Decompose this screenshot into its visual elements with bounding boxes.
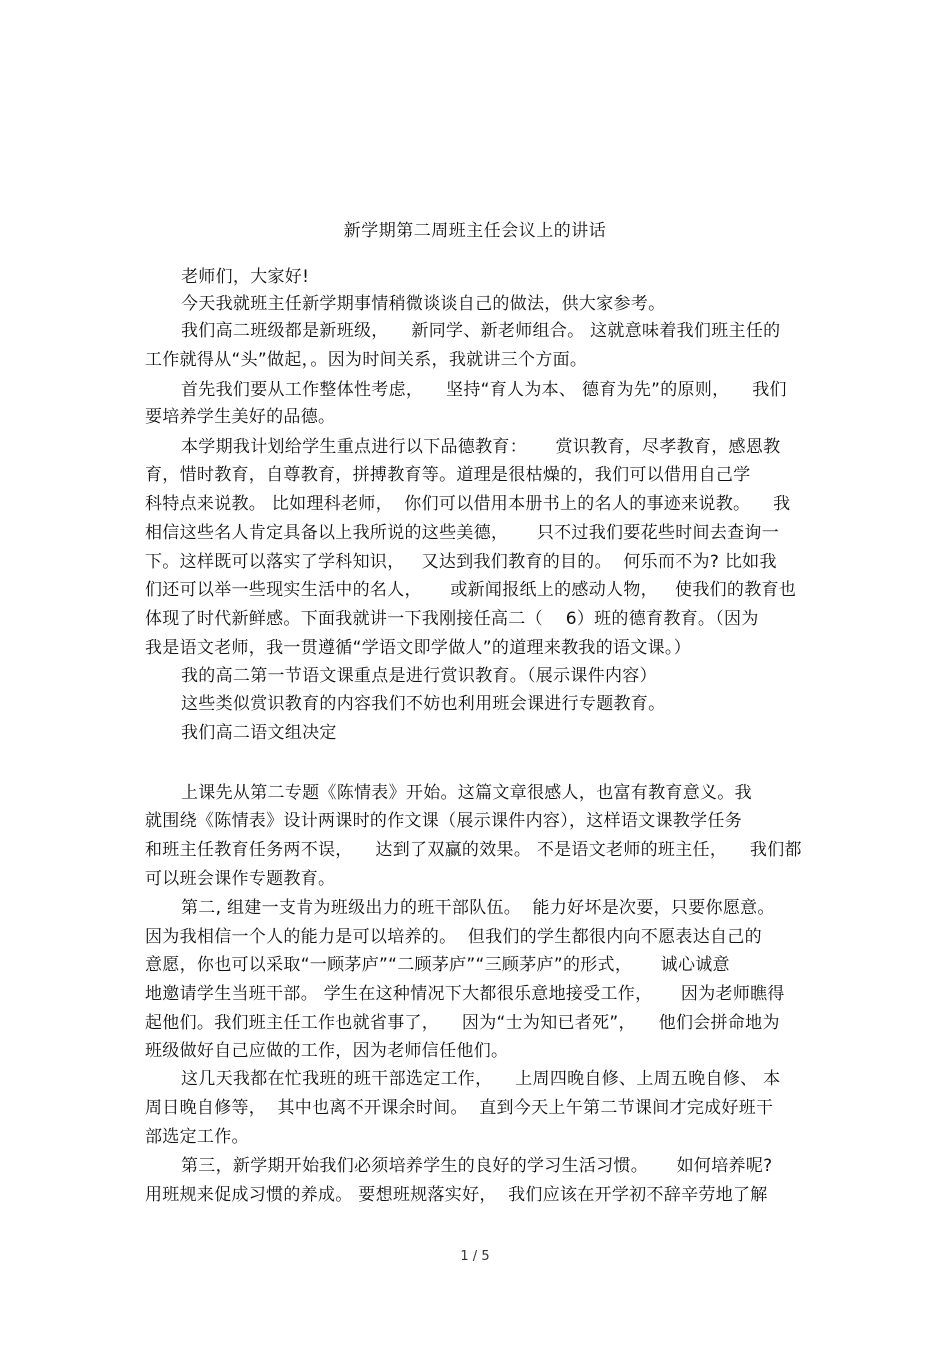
paragraph-line: 这些类似赏识教育的内容我们不妨也利用班会课进行专题教育。 <box>181 694 666 714</box>
paragraph-line: 因为我相信一个人的能力是可以培养的。 但我们的学生都很内向不愿表达自己的 <box>145 927 762 947</box>
paragraph-line: 科特点来说教。 比如理科老师， 你们可以借用本册书上的名人的事迹来说教。 我 <box>145 494 791 514</box>
paragraph-line: 相信这些名人肯定具备以上我所说的这些美德， 只不过我们要花些时间去查询一 <box>145 523 780 543</box>
paragraph-line: 我们高二语文组决定 <box>181 723 337 743</box>
document-title: 新学期第二周班主任会议上的讲话 <box>343 221 607 241</box>
paragraph-line: 这几天我都在忙我班的班干部选定工作， 上周四晚自修、上周五晚自修、 本 <box>181 1069 781 1089</box>
paragraph-line: 体现了时代新鲜感。下面我就讲一下我刚接任高二（ 6）班的德育教育。（因为 <box>145 609 759 629</box>
paragraph-line: 起他们。我们班主任工作也就省事了， 因为“士为知已者死”， 他们会拼命地为 <box>145 1013 780 1033</box>
paragraph-line: 下。这样既可以落实了学科知识， 又达到我们教育的目的。 何乐而不为? 比如我 <box>145 552 777 572</box>
paragraph-line: 地邀请学生当班干部。 学生在这种情况下大都很乐意地接受工作， 因为老师瞧得 <box>145 984 785 1004</box>
paragraph-line: 今天我就班主任新学期事情稍微谈谈自己的做法，供大家参考。 <box>181 294 666 314</box>
paragraph-line: 可以班会课作专题教育。 <box>145 869 336 889</box>
paragraph-line: 们还可以举一些现实生活中的名人， 或新闻报纸上的感动人物， 使我们的教育也 <box>145 580 797 600</box>
paragraph-line: 我的高二第一节语文课重点是进行赏识教育。（展示课件内容） <box>181 666 657 686</box>
paragraph-line: 部选定工作。 <box>145 1127 249 1147</box>
paragraph-line: 本学期我计划给学生重点进行以下品德教育： 赏识教育，尽孝教育，感恩教 <box>181 437 781 457</box>
paragraph-line: 第二, 组建一支肯为班级出力的班干部队伍。 能力好坏是次要，只要你愿意。 <box>181 898 775 918</box>
paragraph-line: 要培养学生美好的品德。 <box>145 407 336 427</box>
paragraph-line: 周日晚自修等， 其中也离不开课余时间。 直到今天上午第二节课间才完成好班干 <box>145 1098 774 1118</box>
paragraph-line: 我是语文老师，我一贯遵循“学语文即学做人”的道理来教我的语文课。） <box>145 638 692 658</box>
paragraph-line: 用班规来促成习惯的养成。 要想班规落实好， 我们应该在开学初不辞辛劳地了解 <box>145 1185 768 1205</box>
paragraph-line: 育，惜时教育，自尊教育，拼搏教育等。道理是很枯燥的，我们可以借用自己学 <box>145 465 751 485</box>
paragraph-line: 意愿，你也可以采取“一顾茅庐”“二顾茅庐”“三顾茅庐”的形式， 诚心诚意 <box>145 955 730 975</box>
page-number: 1 / 5 <box>460 1249 490 1264</box>
paragraph-line: 工作就得从“头”做起，。因为时间关系，我就讲三个方面。 <box>145 350 588 370</box>
paragraph-line: 上课先从第二专题《陈情表》开始。这篇文章很感人，也富有教育意义。我 <box>181 783 752 803</box>
paragraph-line: 和班主任教育任务两不误， 达到了双赢的效果。 不是语文老师的班主任， 我们都 <box>145 840 802 860</box>
paragraph-line: 第三，新学期开始我们必须培养学生的良好的学习生活习惯。 如何培养呢? <box>181 1156 773 1176</box>
paragraph-line: 首先我们要从工作整体性考虑， 坚持“育人为本、 德育为先”的原则， 我们 <box>181 380 787 400</box>
paragraph-line: 老师们，大家好! <box>181 267 310 287</box>
paragraph-line: 我们高二班级都是新班级， 新同学、新老师组合。 这就意味着我们班主任的 <box>181 321 781 341</box>
paragraph-line: 就围绕《陈情表》设计两课时的作文课（展示课件内容），这样语文课教学任务 <box>145 811 742 831</box>
paragraph-line: 班级做好自己应做的工作，因为老师信任他们。 <box>145 1041 509 1061</box>
